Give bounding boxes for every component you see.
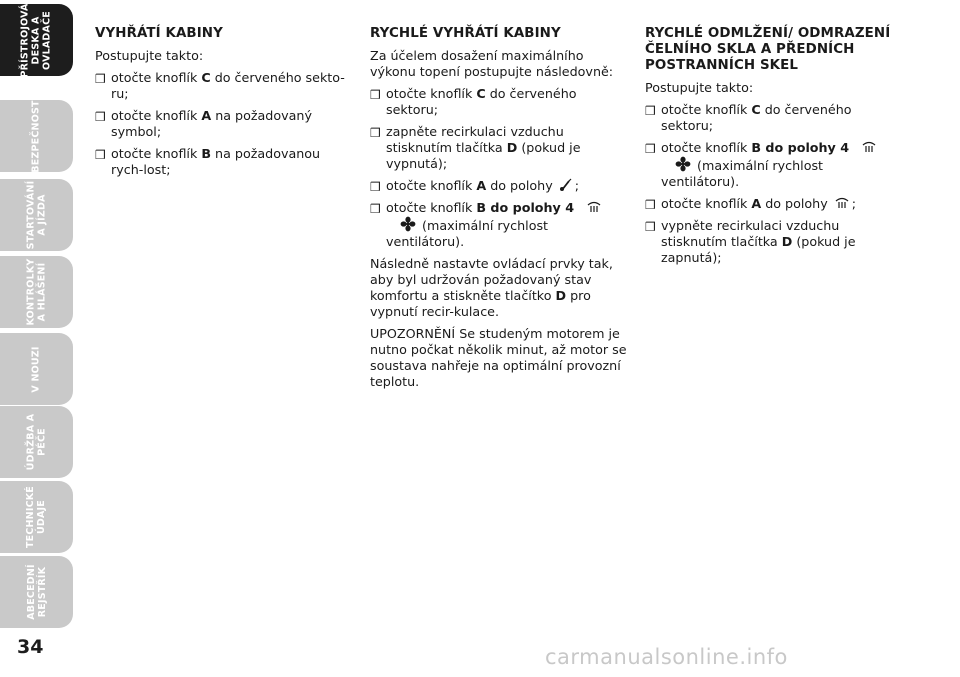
tab-label: BEZPEČNOST (31, 99, 42, 173)
section-rychle-odmlzeni (645, 22, 905, 272)
knob-key: A (201, 108, 212, 123)
item-text: otočte knoflík (386, 178, 477, 193)
knob-position: do polohy 4 (486, 200, 575, 215)
list-item (645, 196, 905, 212)
defrost-icon (834, 196, 850, 210)
list-item (370, 124, 630, 172)
list-item (645, 140, 905, 190)
paragraph (370, 256, 630, 320)
checkbox-bullet-icon: ❒ (95, 72, 106, 86)
knob-key: B (751, 140, 762, 155)
intro-text: Za účelem dosažení maximálního výkonu topení postupujte následovně: (370, 48, 614, 79)
list-item (645, 218, 905, 266)
checkbox-bullet-icon: ❒ (370, 88, 381, 102)
item-text: do červeného sektoru; (386, 86, 577, 117)
item-text: otočte knoflík (111, 70, 202, 85)
intro-text: Postupujte takto: (645, 80, 754, 95)
tab-abecedni-rejstrik[interactable] (0, 556, 73, 628)
knob-key: C (201, 70, 211, 85)
item-text: otočte knoflík (386, 200, 477, 215)
checkbox-bullet-icon: ❒ (645, 220, 656, 234)
item-text: zapněte recirkulaci vzduchu stisknutím tlačítka (386, 124, 564, 155)
chapter-sidebar (0, 0, 76, 677)
tab-kontrolky[interactable] (0, 256, 73, 328)
knob-key: A (751, 196, 762, 211)
list-item (370, 178, 630, 194)
feet-air-icon (559, 178, 573, 192)
paragraph-text: Následně nastavte ovládací prvky tak, aby byl udržován požadovaný stav komfortu a stiskněte tlačítko (370, 256, 613, 303)
tab-label: ABECEDNÍ REJSTŘÍK (25, 564, 48, 620)
knob-key: C (751, 102, 761, 117)
fan-icon (675, 156, 691, 172)
tab-pristrojova-deska[interactable] (0, 4, 73, 76)
item-text: (maximální rychlost ventilátoru). (386, 218, 549, 249)
watermark: carmanualsonline.info (545, 645, 788, 669)
checkbox-bullet-icon: ❒ (370, 180, 381, 194)
defrost-icon (861, 140, 877, 154)
page-number: 34 (17, 636, 44, 658)
checkbox-bullet-icon: ❒ (95, 110, 106, 124)
tab-label: KONTROLKY A HLÁŠENÍ (25, 258, 48, 326)
section-heading: RYCHLÉ ODMLŽENÍ/ ODMRAZENÍ ČELNÍHO SKLA A PŘEDNÍCH POSTRANNÍCH SKEL (645, 26, 891, 73)
item-text: na požadovanou rych-lost; (111, 146, 321, 177)
tab-label: PŘÍSTROJOVÁ DESKA A OVLADAČE (20, 2, 53, 78)
tab-label: ÚDRŽBA A PÉČE (25, 413, 48, 471)
item-text: otočte knoflík (111, 108, 202, 123)
list-item (645, 102, 905, 134)
tab-label: V NOUZI (30, 345, 42, 393)
item-text: do červeného sekto-ru; (111, 70, 345, 101)
list-item (95, 146, 355, 178)
checkbox-bullet-icon: ❒ (645, 198, 656, 212)
item-text: na požadovaný symbol; (111, 108, 312, 139)
knob-key: A (476, 178, 487, 193)
tab-v-nouzi[interactable] (0, 333, 73, 405)
tab-bezpecnost[interactable] (0, 100, 73, 172)
item-text: otočte knoflík (661, 196, 752, 211)
checkbox-bullet-icon: ❒ (370, 202, 381, 216)
intro-text: Postupujte takto: (95, 48, 204, 63)
button-key: D (555, 288, 567, 303)
item-text: otočte knoflík (661, 102, 752, 117)
defrost-icon (586, 200, 602, 214)
item-text: (pokud je zapnutá); (661, 234, 856, 265)
fan-icon (400, 216, 416, 232)
item-text: ; (851, 196, 857, 211)
item-text: (maximální rychlost ventilátoru). (661, 158, 824, 189)
list-item (95, 108, 355, 140)
checkbox-bullet-icon: ❒ (370, 126, 381, 140)
item-text: ; (574, 178, 580, 193)
section-heading: RYCHLÉ VYHŘÁTÍ KABINY (370, 26, 561, 41)
paragraph-text: pro vypnutí recir-kulace. (370, 288, 591, 319)
knob-position: do polohy 4 (761, 140, 850, 155)
warning-paragraph: UPOZORNĚNÍ Se studeným motorem je nutno počkat několik minut, až motor se soustava nahřeje na optimální provozní teplotu. (370, 326, 627, 389)
button-key: D (781, 234, 793, 249)
knob-key: D (506, 140, 518, 155)
item-text: vypněte recirkulaci vzduchu stisknutím tlačítka (661, 218, 840, 249)
section-vyhrati-kabiny (95, 22, 355, 184)
section-rychle-vyhrati (370, 22, 630, 396)
checkbox-bullet-icon: ❒ (95, 148, 106, 162)
section-heading: VYHŘÁTÍ KABINY (95, 26, 223, 41)
item-text: (pokud je vypnutá); (386, 140, 581, 171)
item-text: do polohy (761, 196, 832, 211)
knob-key: B (201, 146, 212, 161)
tab-technicke-udaje[interactable] (0, 481, 73, 553)
knob-key: C (476, 86, 486, 101)
checkbox-bullet-icon: ❒ (645, 142, 656, 156)
list-item (95, 70, 355, 102)
tab-udrzba[interactable] (0, 406, 73, 478)
list-item (370, 200, 630, 250)
checkbox-bullet-icon: ❒ (645, 104, 656, 118)
item-text: otočte knoflík (661, 140, 752, 155)
item-text: otočte knoflík (386, 86, 477, 101)
item-text: do červeného sektoru; (661, 102, 852, 133)
tab-startovani[interactable] (0, 179, 73, 251)
list-item (370, 86, 630, 118)
knob-key: B (476, 200, 487, 215)
item-text: otočte knoflík (111, 146, 202, 161)
tab-label: STARTOVÁNÍ A JÍZDA (25, 180, 48, 250)
item-text: do polohy (486, 178, 557, 193)
tab-label: TECHNICKÉ ÚDAJE (25, 485, 48, 549)
